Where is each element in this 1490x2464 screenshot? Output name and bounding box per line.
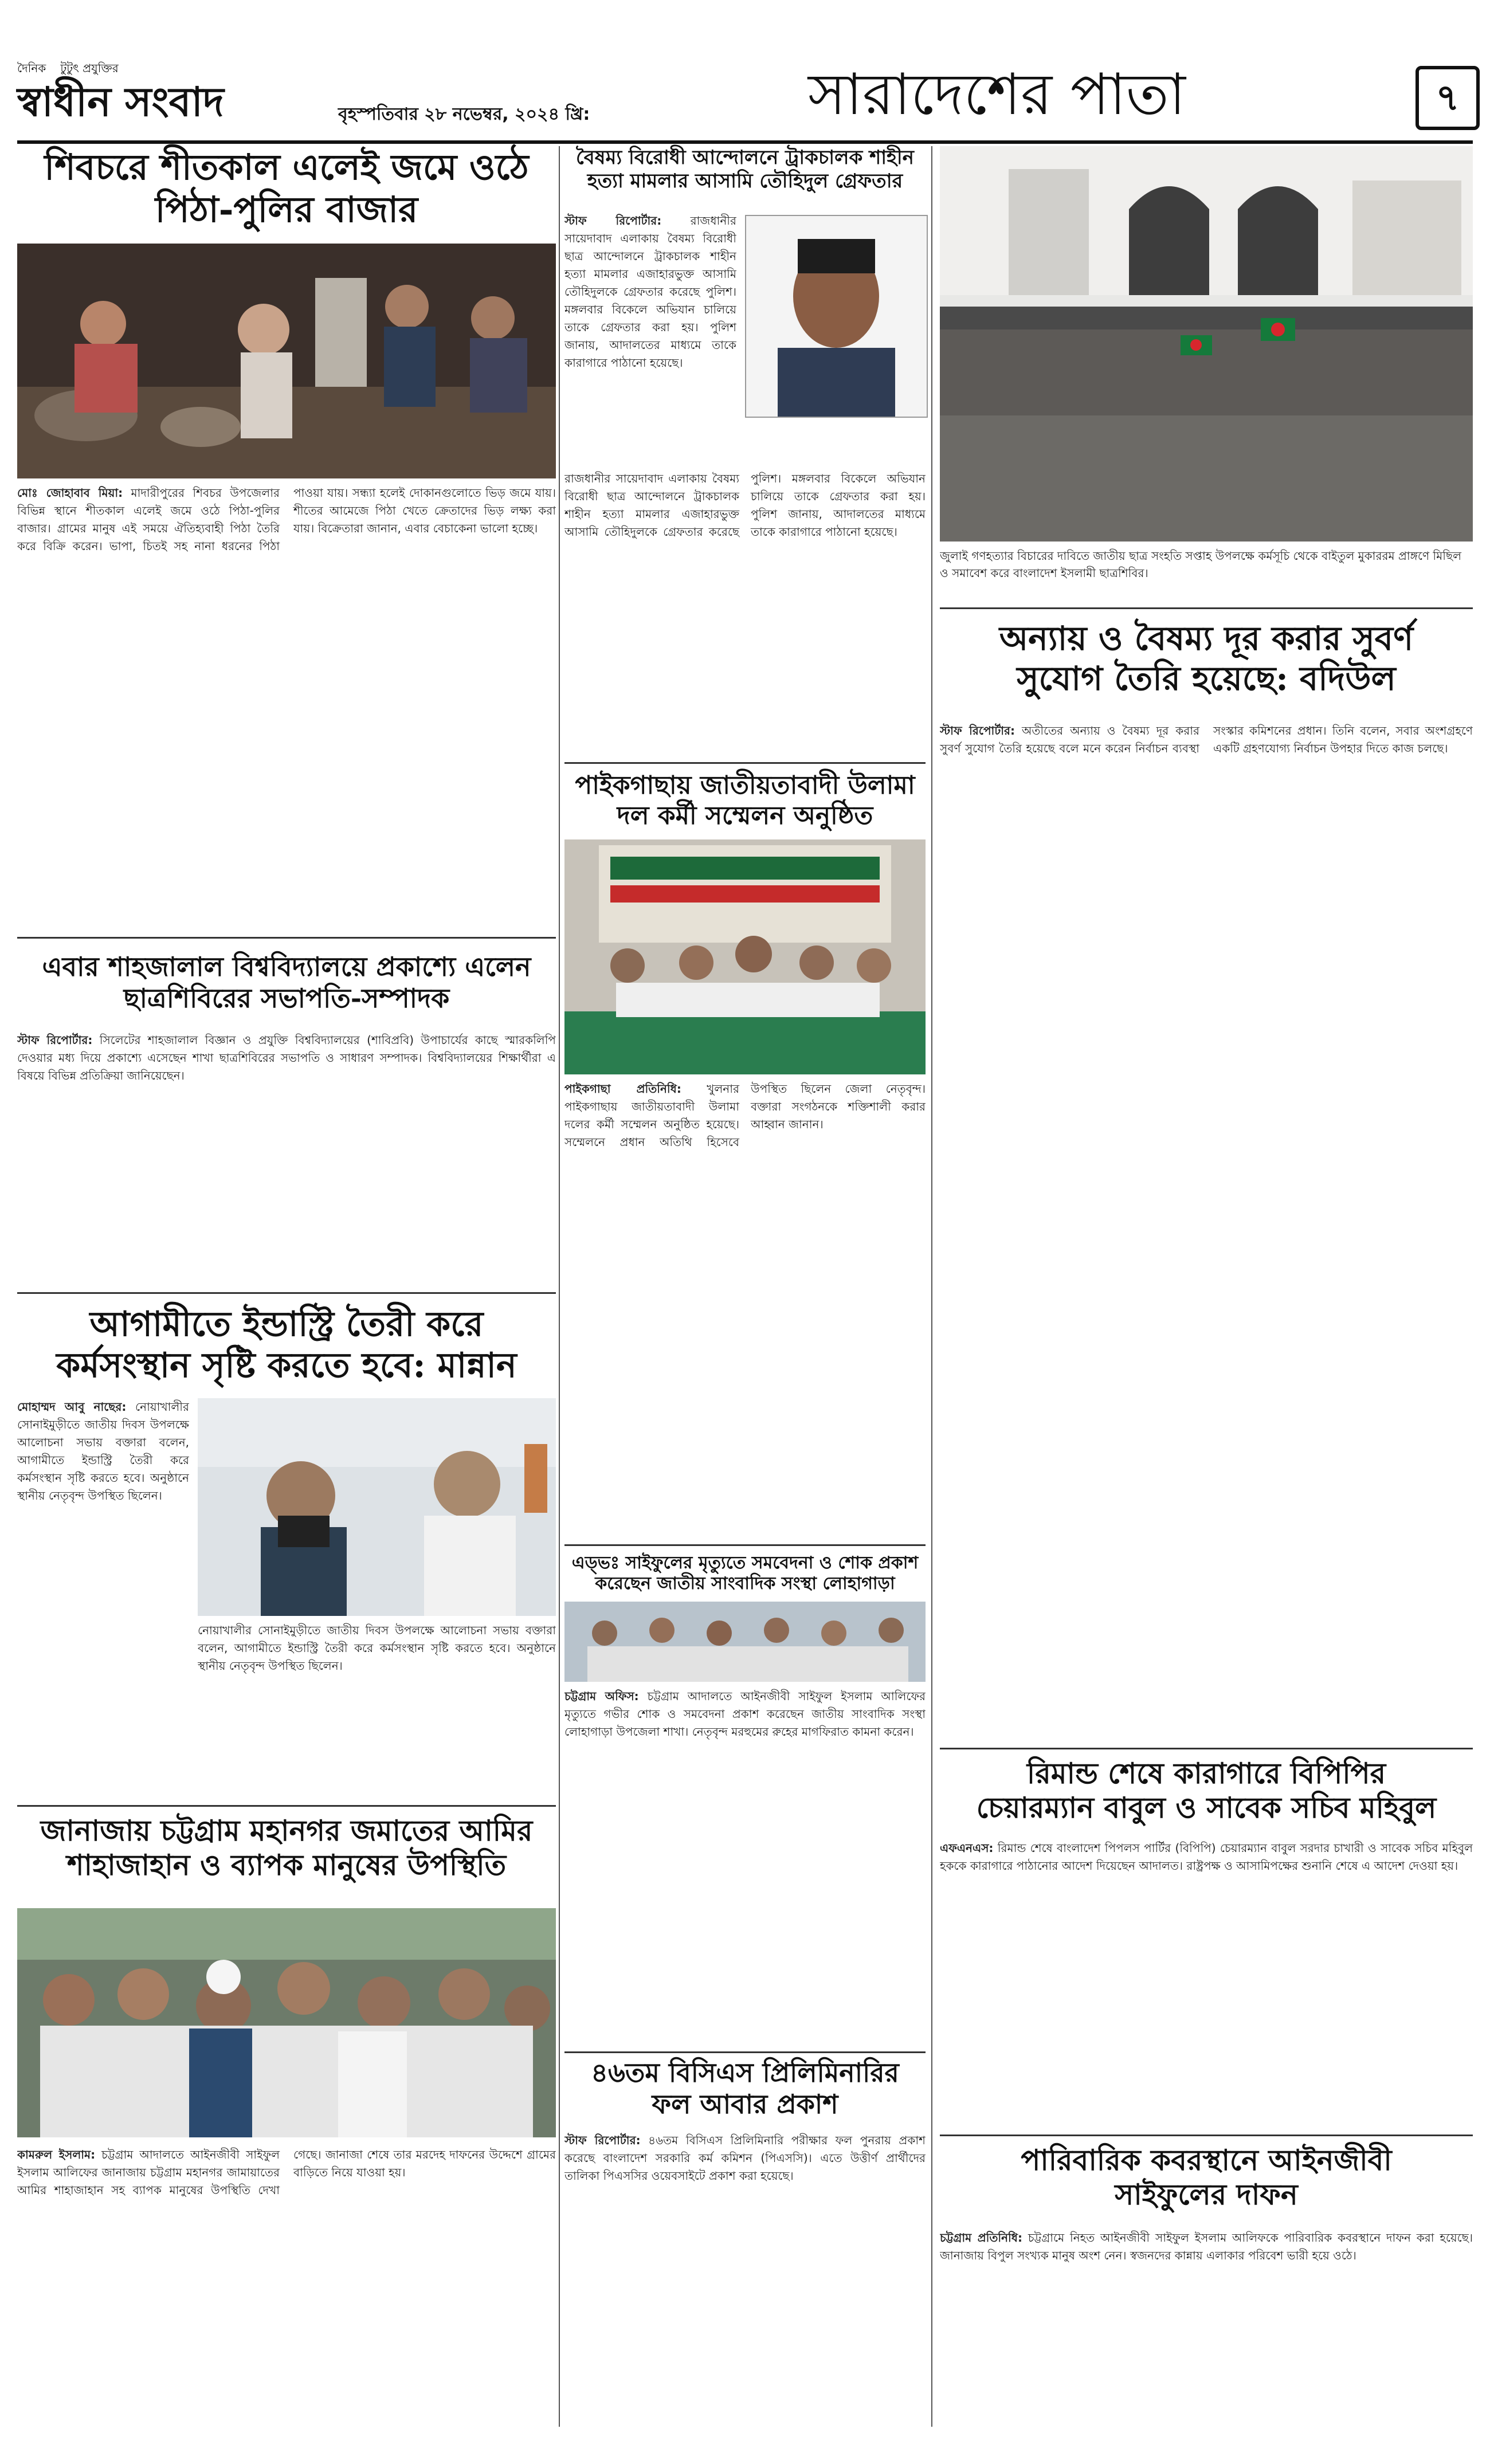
badiul-text: অতীতের অন্যায় ও বৈষম্য দূর করার সুবর্ণ সুযোগ তৈরি হয়েছে বলে মনে করেন নির্বাচন ব্যবস্থা সংস্কার কমিশনের প্রধান। তিনি বলেন, সবার অংশগ্রহণে একটি গ্রহণযোগ্য নির্বাচন উপহার দিতে কাজ চলছে। <box>940 724 1473 755</box>
paper-name: স্বাধীন সংবাদ <box>17 78 224 125</box>
condolence-text: চট্টগ্রাম আদালতে আইনজীবী সাইফুল ইসলাম আলিফের মৃত্যুতে গভীর শোক ও সমবেদনা প্রকাশ করেছেন জাতীয় সাংবাদিক সংস্থা লোহাগাড়া উপজেলা শাখা। নেতৃবৃন্দ মরহুমের রুহের মাগফিরাত কামনা করেন। <box>564 1689 926 1739</box>
badiul-headline <box>940 619 1473 699</box>
shibir-byline: স্টাফ রিপোর্টার: <box>17 1033 93 1047</box>
section-divider <box>17 1292 556 1294</box>
condolence-headline <box>564 1553 926 1594</box>
rally-photo-caption: জুলাই গণহত্যার বিচারের দাবিতে জাতীয় ছাত্র সংহতি সপ্তাহ উপলক্ষে কর্মসূচি থেকে বাইতুল মুকাররম প্রাঙ্গণে মিছিল ও সমাবেশ করে বাংলাদেশ ইসলামী ছাত্রশিবির। <box>940 549 1461 580</box>
saiful-headline <box>940 2143 1473 2212</box>
condolence-meeting-photo <box>564 1602 926 1682</box>
condolence-headline-line2: করেছেন জাতীয় সাংবাদিক সংস্থা লোহাগাড়া <box>595 1574 895 1594</box>
shibir-headline-line2: ছাত্রশিবিরের সভাপতি-সম্পাদক <box>123 983 450 1014</box>
brand-tagline: দৈনিক <box>17 61 46 75</box>
shibir-headline-line1: এবার শাহজালাল বিশ্ববিদ্যালয়ে প্রকাশ্যে এলেন <box>42 951 531 982</box>
mannan-body-left <box>17 1398 189 1794</box>
ulama-conference-photo <box>564 839 926 1074</box>
column-rule <box>931 146 932 2427</box>
badiul-byline: স্টাফ রিপোর্টার: <box>940 724 1015 737</box>
saiful-headline-line1: পারিবারিক কবরস্থানে আইনজীবী <box>1021 2143 1392 2177</box>
saiful-headline-line2: সাইফুলের দাফন <box>1115 2177 1298 2211</box>
ulama-text: খুলনার পাইকগাছায় জাতীয়তাবাদী উলামা দলের কর্মী সম্মেলন অনুষ্ঠিত হয়েছে। সম্মেলনে প্রধান অতিথি হিসেবে উপস্থিত ছিলেন জেলা নেতৃবৃন্দ। বক্তারা সংগঠনকে শক্তিশালী করার আহ্বান জানান। <box>564 1082 926 1149</box>
section-divider <box>17 937 556 939</box>
shibir-rally-photo <box>940 146 1473 542</box>
section-divider <box>564 1544 926 1546</box>
bpp-headline-line2: চেয়ারম্যান বাবুল ও সাবেক সচিব মহিবুল <box>976 1791 1437 1825</box>
pitha-headline: শিবচরে শীতকাল এলেই জমে ওঠে পিঠা-পুলির বাজার <box>44 146 529 231</box>
saiful-byline: চট্টগ্রাম প্রতিনিধি: <box>940 2231 1022 2245</box>
mannan-text: নোয়াখালীর সোনাইমুড়ীতে জাতীয় দিবস উপলক্ষে আলোচনা সভায় বক্তারা বলেন, আগামীতে ইন্ডাস্ট্রি তৈরী করে কর্মসংস্থান সৃষ্টি করতে হবে। অনুষ্ঠানে স্থানীয় নেতৃবৃন্দ উপস্থিত ছিলেন। <box>17 1400 189 1502</box>
shibir-body <box>17 1031 556 1284</box>
bpp-headline-line1: রিমান্ড শেষে কারাগারে বিপিপির <box>1026 1756 1386 1790</box>
shaheen-text: রাজধানীর সায়েদাবাদ এলাকায় বৈষম্য বিরোধী ছাত্র আন্দোলনে ট্রাকচালক শাহীন হত্যা মামলার এজাহারভুক্ত আসামি তৌহিদুলকে গ্রেফতার করেছে পুলিশ। মঙ্গলবার বিকেলে অভিযান চালিয়ে তাকে গ্রেফতার করা হয়। পুলিশ জানায়, আদালতের মাধ্যমে তাকে কারাগারে পাঠানো হয়েছে। <box>564 214 736 370</box>
badiul-headline-line2: সুযোগ তৈরি হয়েছে: বদিউল <box>1017 658 1396 698</box>
bcs-headline-line2: ফল আবার প্রকাশ <box>652 2089 838 2120</box>
condolence-body <box>564 1688 926 1940</box>
shaheen-byline: স্টাফ রিপোর্টার: <box>564 214 662 227</box>
badiul-headline-line1: অন্যায় ও বৈষম্য দূর করার সুবর্ণ <box>999 619 1414 658</box>
mannan-text-continued: নোয়াখালীর সোনাইমুড়ীতে জাতীয় দিবস উপলক্ষে আলোচনা সভায় বক্তারা বলেন, আগামীতে ইন্ডাস্ট্রি তৈরী করে কর্মসংস্থান সৃষ্টি করতে হবে। অনুষ্ঠানে স্থানীয় নেতৃবৃন্দ উপস্থিত ছিলেন। <box>198 1623 556 1673</box>
badiul-body <box>940 722 1473 1736</box>
janaza-headline <box>17 1814 556 1882</box>
janaza-byline: কামরুল ইসলাম: <box>17 2148 96 2161</box>
ulama-body <box>564 1080 926 1539</box>
mannan-rally-photo <box>198 1398 556 1616</box>
bcs-byline: স্টাফ রিপোর্টার: <box>564 2133 641 2147</box>
pitha-body <box>17 484 556 931</box>
publication-date: বৃহস্পতিবার ২৮ নভেম্বর, ২০২৪ খ্রি: <box>338 104 590 124</box>
page-number-badge: ৭ <box>1416 66 1480 130</box>
shibir-text: সিলেটের শাহজালাল বিজ্ঞান ও প্রযুক্তি বিশ্ববিদ্যালয়ের (শাবিপ্রবি) উপাচার্যের কাছে স্মারকলিপি দেওয়ার মধ্য দিয়ে প্রকাশ্যে এসেছেন শাখা ছাত্রশিবিরের সভাপতি ও সাধারণ সম্পাদক। বিশ্ববিদ্যালয়ের শিক্ষার্থীরা এ বিষয়ে বিভিন্ন প্রতিক্রিয়া জানিয়েছেন। <box>17 1033 556 1082</box>
janaza-body <box>17 2146 556 2427</box>
bpp-headline <box>940 1756 1473 1825</box>
janaza-crowd-photo <box>17 1908 556 2137</box>
section-divider <box>940 2135 1473 2136</box>
section-divider <box>564 762 926 764</box>
section-divider <box>940 607 1473 609</box>
shaheen-body-left <box>564 212 736 464</box>
bcs-body <box>564 2132 926 2424</box>
bcs-headline <box>564 2057 926 2120</box>
mannan-body-right <box>198 1622 556 1794</box>
bpp-byline: এফএনএস: <box>940 1841 994 1855</box>
bcs-headline-line1: ৪৬তম বিসিএস প্রিলিমিনারির <box>591 2057 899 2088</box>
shibir-headline <box>17 951 556 1014</box>
shaheen-text-continued: রাজধানীর সায়েদাবাদ এলাকায় বৈষম্য বিরোধী ছাত্র আন্দোলনে ট্রাকচালক শাহীন হত্যা মামলার এজাহারভুক্ত আসামি তৌহিদুলকে গ্রেফতার করেছে পুলিশ। মঙ্গলবার বিকেলে অভিযান চালিয়ে তাকে গ্রেফতার করা হয়। পুলিশ জানায়, আদালতের মাধ্যমে তাকে কারাগারে পাঠানো হয়েছে। <box>564 472 926 539</box>
condolence-byline: চট্টগ্রাম অফিস: <box>564 1689 639 1703</box>
ulama-headline: পাইকগাছায় জাতীয়তাবাদী উলামা দল কর্মী সম্মেলন অনুষ্ঠিত <box>575 771 915 830</box>
pitha-byline: মোঃ জোহাবাব মিয়া: <box>17 486 123 500</box>
pitha-market-photo <box>17 244 556 478</box>
ulama-byline: পাইকগাছা প্রতিনিধি: <box>564 1082 681 1096</box>
mannan-headline <box>17 1304 556 1386</box>
saiful-text: চট্টগ্রামে নিহত আইনজীবী সাইফুল ইসলাম আলিফকে পারিবারিক কবরস্থানে দাফন করা হয়েছে। জানাজায় বিপুল সংখ্যক মানুষ অংশ নেন। স্বজনদের কান্নায় এলাকার পরিবেশ ভারী হয়ে ওঠে। <box>940 2231 1473 2262</box>
janaza-text: চট্টগ্রাম আদালতে আইনজীবী সাইফুল ইসলাম আলিফের জানাজায় চট্টগ্রাম মহানগর জামায়াতের আমির শাহাজাহান সহ ব্যাপক মানুষের উপস্থিতি দেখা গেছে। জানাজা শেষে তার মরদেহ দাফনের উদ্দেশে গ্রামের বাড়িতে নিয়ে যাওয়া হয়। <box>17 2148 556 2197</box>
section-divider <box>940 1748 1473 1749</box>
mannan-headline-line2: কর্মসংস্থান সৃষ্টি করতে হবে: মান্নান <box>56 1345 517 1386</box>
section-divider <box>564 2051 926 2053</box>
janaza-headline-line2: শাহাজাহান ও ব্যাপক মানুষের উপস্থিতি <box>66 1848 507 1882</box>
mannan-headline-line1: আগামীতে ইন্ডাস্ট্রি তৈরী করে <box>89 1304 484 1344</box>
suspect-portrait-photo <box>745 215 928 418</box>
section-divider <box>17 1805 556 1807</box>
masthead <box>17 54 1473 144</box>
column-rule <box>559 146 560 2427</box>
bcs-text: ৪৬তম বিসিএস প্রিলিমিনারি পরীক্ষার ফল পুনরায় প্রকাশ করেছে বাংলাদেশ সরকারি কর্ম কমিশন (পিএসসি)। এতে উত্তীর্ণ প্রার্থীদের তালিকা পিএসসির ওয়েবসাইটে প্রকাশ করা হয়েছে। <box>564 2133 926 2183</box>
bpp-body <box>940 1839 1473 2126</box>
saiful-body <box>940 2229 1473 2424</box>
pitha-text: মাদারীপুরের শিবচর উপজেলার বিভিন্ন স্থানে শীতকাল এলেই জমে ওঠে পিঠা-পুলির বাজার। গ্রামের মানুষ এই সময়ে ঐতিহ্যবাহী পিঠা তৈরি করে বিক্রি করেন। ভাপা, চিতই সহ নানা ধরনের পিঠা পাওয়া যায়। সন্ধ্যা হলেই দোকানগুলোতে ভিড় জমে যায়। শীতের আমেজে পিঠা খেতে ক্রেতাদের ভিড় লক্ষ্য করা যায়। বিক্রেতারা জানান, এবার বেচাকেনা ভালো হচ্ছে। <box>17 486 556 553</box>
section-title: সারাদেশের পাতা <box>808 61 1186 128</box>
mannan-byline: মোহাম্মদ আবু নাছের: <box>17 1400 127 1414</box>
shaheen-headline: বৈষম্য বিরোধী আন্দোলনে ট্রাকচালক শাহীন হত্যা মামলার আসামি তৌহিদুল গ্রেফতার <box>576 146 914 193</box>
brand-note: টুটুৎ প্রযুক্তির <box>60 61 119 75</box>
janaza-headline-line1: জানাজায় চট্টগ্রাম মহানগর জমাতের আমির <box>40 1814 533 1847</box>
bpp-text: রিমান্ড শেষে বাংলাদেশ পিপলস পার্টির (বিপিপি) চেয়ারম্যান বাবুল সরদার চাখারী ও সাবেক সচিব মহিবুল হককে কারাগারে পাঠানোর আদেশ দিয়েছেন আদালত। রাষ্ট্রপক্ষ ও আসামিপক্ষের শুনানি শেষে এ আদেশ দেওয়া হয়। <box>940 1841 1473 1873</box>
shaheen-body-right <box>564 470 926 768</box>
condolence-headline-line1: এড্ভঃ সাইফুলের মৃত্যুতে সমবেদনা ও শোক প্রকাশ <box>571 1553 919 1573</box>
